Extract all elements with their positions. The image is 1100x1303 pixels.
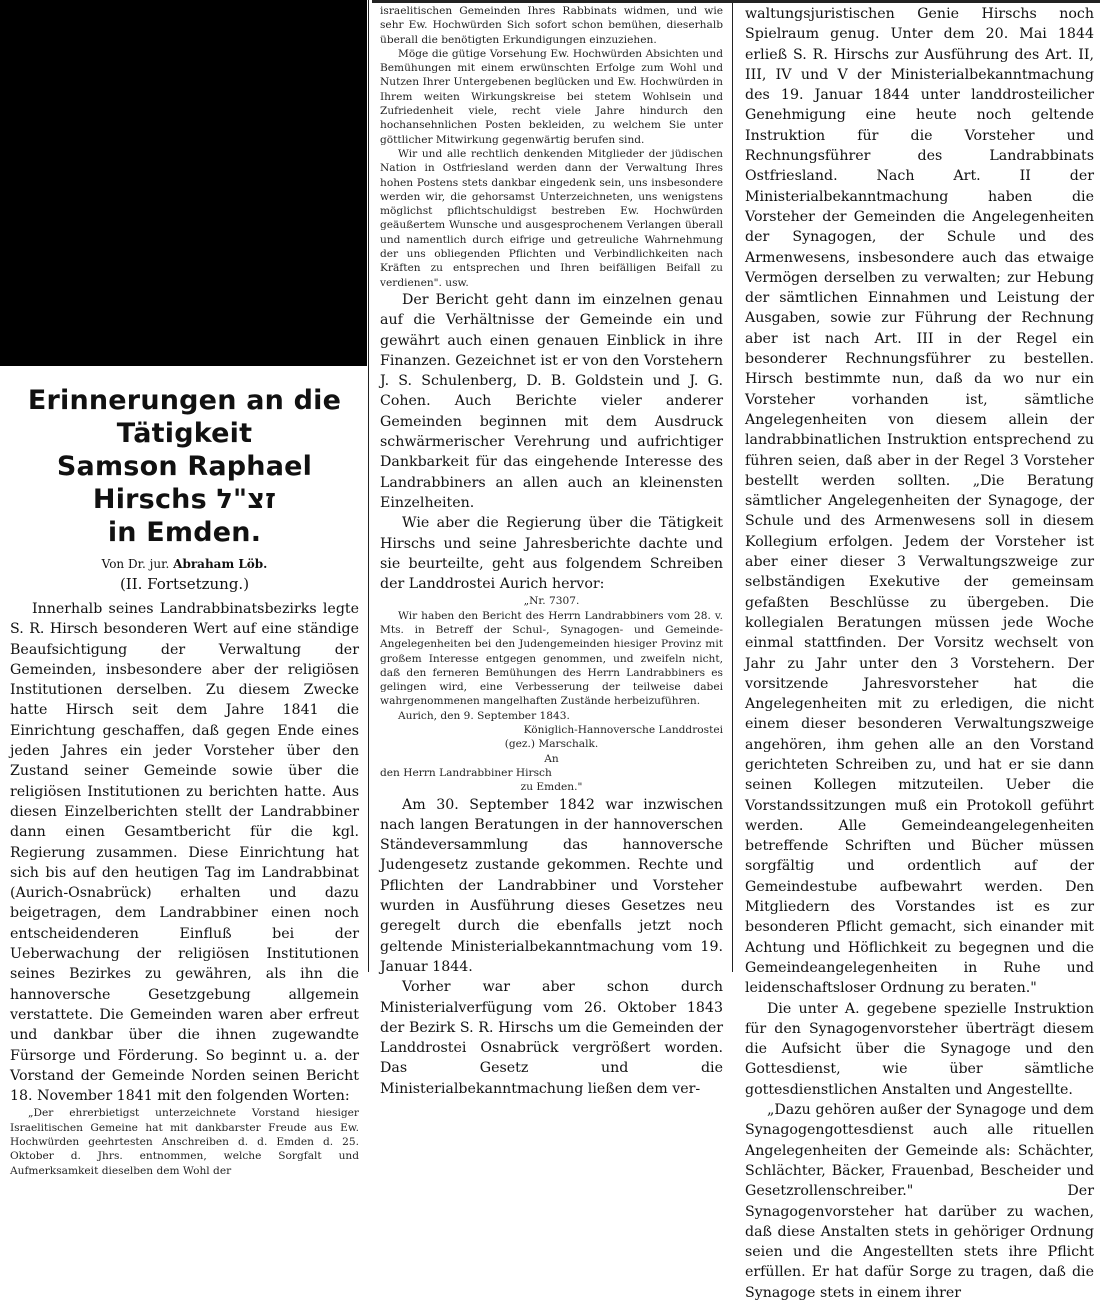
paragraph: Vorher war aber schon durch Ministerialverfügung vom 26. Oktober 1843 der Bezirk S. R. Hirschs um die Gemeinden der Landdrostei Osnabrück vergrößert worden. Das Gesetz und die Ministerialbekanntmachung ließen dem ver- <box>380 979 723 1097</box>
letter-number: „Nr. 7307. <box>523 595 580 608</box>
letter-an: An <box>544 752 559 765</box>
title-line-2 <box>10 450 359 516</box>
title-line-2-main: Samson Raphael Hirschs <box>56 451 313 515</box>
byline <box>10 557 359 571</box>
quote-paragraph: Wir haben den Bericht des Herrn Landrabbiners vom 28. v. Mts. in Betreff der Schul-, Synagogen- und Gemeinde-Angelegenheiten bei den Judengemeinden hiesiger Provinz mit großem Interesse entgegen genommen, und zweifeln nicht, daß den ferneren Bemühungen des Herrn Landrabbiners es gelingen wird, eine Verbesserung der teilweise dabei wahrgenommenen mangelhaften Zustände herbeizuführen. <box>380 609 723 708</box>
title-hebrew-abbreviation: זצ"ל <box>216 484 277 515</box>
letter-address-1: den Herrn Landrabbiner Hirsch <box>380 766 552 779</box>
column-rule-2 <box>732 0 733 972</box>
letter-address-2: zu Emden." <box>520 781 583 794</box>
column-1 <box>0 366 367 1177</box>
paragraph: Wie aber die Regierung über die Tätigkeit Hirschs und seine Jahresberichte dachte und sie beurteilte, geht aus folgendem Schreiben der Landdrostei Aurich hervor: <box>380 515 723 593</box>
letter-signature-authority: Königlich-Hannoversche Landdrostei <box>523 724 723 737</box>
article-title <box>10 384 359 549</box>
column-3 <box>737 0 1100 1301</box>
part-label: (II. Fortsetzung.) <box>119 575 250 593</box>
byline-author: Abraham Löb. <box>173 557 268 571</box>
title-line-1: Erinnerungen an die Tätigkeit <box>27 385 342 449</box>
quote-paragraph: israelitischen Gemeinden Ihres Rabbinats widmen, und wie sehr Ew. Hochwürden Sich sofort schon bemühen, dieserhalb überall die benötigten Erkundigungen einzuziehen. <box>380 5 723 46</box>
byline-prefix: Von Dr. jur. <box>101 557 170 571</box>
black-image-area <box>0 0 367 366</box>
letter-signature-name: (gez.) Marschalk. <box>504 738 599 751</box>
paragraph: Am 30. September 1842 war inzwischen nach langen Beratungen in der hannoverschen Ständeversammlung das hannoversche Judengesetz zustande gekommen. Rechte und Pflichten der Landrabbiner und Vorsteher wurden in Ausführung dieses Gesetzes neu geregelt durch die ebenfalls jetzt noch geltende Ministerialbekanntmachung vom 19. Januar 1844. <box>380 796 723 975</box>
title-line-3: in Emden. <box>107 517 262 548</box>
quote-paragraph: Möge die gütige Vorsehung Ew. Hochwürden Absichten und Bemühungen mit einem erwünschten Erfolge zum Wohl und Nutzen Ihrer Untergebenen beglücken und Ew. Hochwürden in Ihrem weiten Wirkungskreise bei stetem Wohlsein und Zufriedenheit viele, recht viele Jahre hindurch den hochansehnlichen Posten bekleiden, zu welchem Sie unter göttlicher Mitwirkung gegenwärtig berufen sind. <box>380 47 723 146</box>
letter-date: Aurich, den 9. September 1843. <box>398 709 570 722</box>
column-2 <box>372 0 729 1097</box>
column-rule-1 <box>368 0 369 972</box>
quote-paragraph: Wir und alle rechtlich denkenden Mitglieder der jüdischen Nation in Ostfriesland werden dann der Verwaltung Ihres hohen Postens stets dankbar eingedenk sein, uns insbesondere werden wir, die gehorsamst Unterzeichneten, uns wenigstens möglichst pflichtschuldigst bestreben Ew. Hochwürden geäußertem Wunsche und ausgesprochenem Verlangen überall und namentlich durch eifrige und getreuliche Wahrnehmung der uns obliegenden Pflichten und Verbindlichkeiten nach Kräften zu entsprechen und Ihren beifälligen Beifall zu verdienen". usw. <box>380 147 723 289</box>
quote-paragraph: „Der ehrerbietigst unterzeichnete Vorstand hiesiger Israelitischen Gemeine hat mit dankbarster Freude aus Ew. Hochwürden geehrtesten Anschreiben d. d. Emden d. 25. Oktober d. Jhrs. entnommen, welche Sorgfalt und Aufmerksamkeit dieselben dem Wohl der <box>10 1107 359 1177</box>
paragraph: Die unter A. gegebene spezielle Instruktion für den Synagogenvorsteher überträgt diesem die Aufsicht über die Synagoge und den Gottesdienst, wie über sämtliche gottesdienstlichen Anstalten und Angestellte. <box>745 1000 1094 1098</box>
paragraph: Der Bericht geht dann im einzelnen genau auf die Verhältnisse der Gemeinde ein und gewährt auch einen genauen Einblick in ihre Finanzen. Gezeichnet ist er von den Vorstehern J. S. Schulenberg, D. B. Goldstein und J. G. Cohen. Auch Berichte vieler anderer Gemeinden beginnen mit dem Ausdruck schwärmerischer Verehrung und aufrichtiger Dankbarkeit für das eingehende Interesse des Landrabbiners an allen auch an kleinensten Einzelheiten. <box>380 291 723 511</box>
paragraph: Innerhalb seines Landrabbinatsbezirks legte S. R. Hirsch besonderen Wert auf eine ständige Beaufsichtigung der Verwaltung der Gemeinden, insbesondere aber der religiösen Institutionen derselben. Zu diesem Zwecke hatte Hirsch seit dem Jahre 1841 die Einrichtung geschaffen, daß gegen Ende eines jeden Jahres ein jeder Vorsteher über den Zustand seiner Gemeinde sowie über die religiösen Institutionen zu berichten hatte. Aus diesen Einzelberichten stellt der Landrabbiner dann einen Gesamtbericht für die kgl. Regierung zusammen. Diese Einrichtung hat sich bis auf den heutigen Tag im Landrabbinat (Aurich-Osnabrück) erhalten und dazu beigetragen, dem Landrabbiner einen noch entscheidenderen Einfluß bei der Ueberwachung der religiösen Institutionen seines Bezirkes zu gewähren, als ihn die hannoversche Gesetzgebung allgemein verstattete. Die Gemeinden waren aber erfreut und dankbar über die ihnen zugewandte Fürsorge und Förderung. So beginnt u. a. der Vorstand der Gemeinde Norden seinen Bericht 18. November 1841 mit den folgenden Worten: <box>10 601 359 1105</box>
paragraph: waltungsjuristischen Genie Hirschs noch Spielraum genug. Unter dem 20. Mai 1844 erließ S. R. Hirschs zur Ausführung des Art. II, III, IV und V der Ministerialbekanntmachung des 19. Januar 1844 unter landdrosteilicher Genehmigung eine heute noch geltende Instruktion für die Vorsteher und Rechnungsführer des Landrabbinats Ostfriesland. Nach Art. II der Ministerialbekanntmachung haben die Vorsteher der Gemeinden die Angelegenheiten der Synagogen, der Schule und des Armenwesens, insbesondere auch das etwaige Vermögen derselben zu verwalten; zur Hebung der sämtlichen Einnahmen und Leistung der Ausgaben, sowie zur Führung der Rechnung aber ist nach Art. III in der Regel ein besonderer Rechnungsführer zu bestellen. Hirsch bestimmte nun, daß da wo nur ein Vorsteher vorhanden ist, sämtliche Angelegenheiten von diesem allein der landrabbinatlichen Instruktion entsprechend zu führen seien, daß aber in der Regel 3 Vorsteher bestellt werden sollten. „Die Beratung sämtlicher Angelegenheiten der Synagoge, der Schule und des Armenwesens soll in diesem Kollegium erfolgen. Jedem der Vorsteher ist aber einer dieser 3 Verwaltungszweige zur selbständigen Exekutive der gemeinsam gefaßten Beschlüsse zu übergeben. Die kollegialen Beratungen müssen jede Woche einmal stattfinden. Der Vorsitz wechselt von Jahr zu Jahr unter den 3 Vorstehern. Der vorsitzende Jahresvorsteher hat die Angelegenheiten mit zu erledigen, die nicht einem dieser besonderen Verwaltungszweige angehören, ihm gehen alle an den Vorstand gerichteten Schreiben zu, und hat er sie dann seinen Kollegen mitzuteilen. Ueber die Vorstandssitzungen muß ein Protokoll geführt werden. Alle Gemeindeangelegenheiten betreffende Schriften und Bücher müssen sorgfältig und ordentlich auf der Gemeindestube aufbewahrt werden. Den Mitgliedern des Vorstandes ist es zur besonderen Pflicht gemacht, sich einander mit Achtung und Höflichkeit zu begegnen und die Gemeindeangelegenheiten in Ruhe und leidenschaftsloser Ordnung zu beraten." <box>745 6 1094 997</box>
paragraph: „Dazu gehören außer der Synagoge und dem Synagogengottesdienst auch alle rituellen Angelegenheiten der Gemeinde als: Schächter, Schlächter, Bäcker, Frauenbad, Bescheider und Gesetzrollenschreiber." Der Synagogenvorsteher hat darüber zu wachen, daß diese Anstalten stets in gehöriger Ordnung seien und die Angestellten stets ihre Pflicht erfüllen. Er hat dafür Sorge zu tragen, daß die Synagoge stets in einem ihrer <box>745 1102 1094 1301</box>
